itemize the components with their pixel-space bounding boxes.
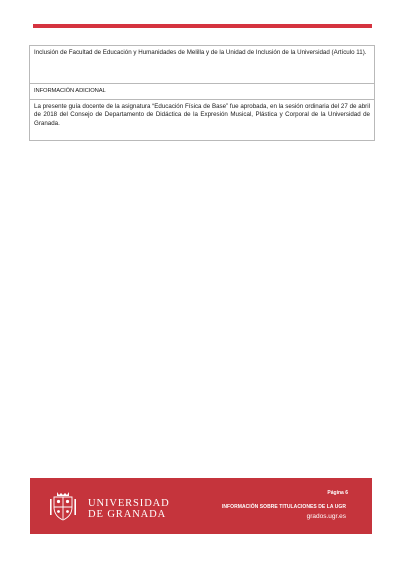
university-name-line1: UNIVERSIDAD <box>88 498 170 509</box>
university-crest-icon <box>49 490 77 522</box>
additional-info-text: La presente guía docente de la asignatura “Educación Física de Base” fue aprobada, en la sesión ordinaria del 27 de abril de 2018 del Consejo de Departamento de Didáctica de la Expresión Musical, Plástica y Corporal de la Universidad de Granada. <box>30 99 374 140</box>
page-footer <box>30 478 372 534</box>
additional-info-heading: INFORMACIÓN ADICIONAL <box>30 83 374 99</box>
page-number: Página 6 <box>327 490 348 496</box>
titulaciones-info-label: INFORMACIÓN SOBRE TITULACIONES DE LA UGR <box>221 504 346 510</box>
top-accent-bar <box>33 24 372 28</box>
info-table <box>29 45 375 141</box>
inclusion-text: Inclusión de Facultad de Educación y Humanidades de Melilla y de la Unidad de Inclusión de la Universidad (Artículo 11). <box>34 49 367 56</box>
university-name <box>88 498 170 520</box>
university-name-line2: DE GRANADA <box>88 509 167 520</box>
site-link[interactable]: grados.ugr.es <box>306 513 346 520</box>
